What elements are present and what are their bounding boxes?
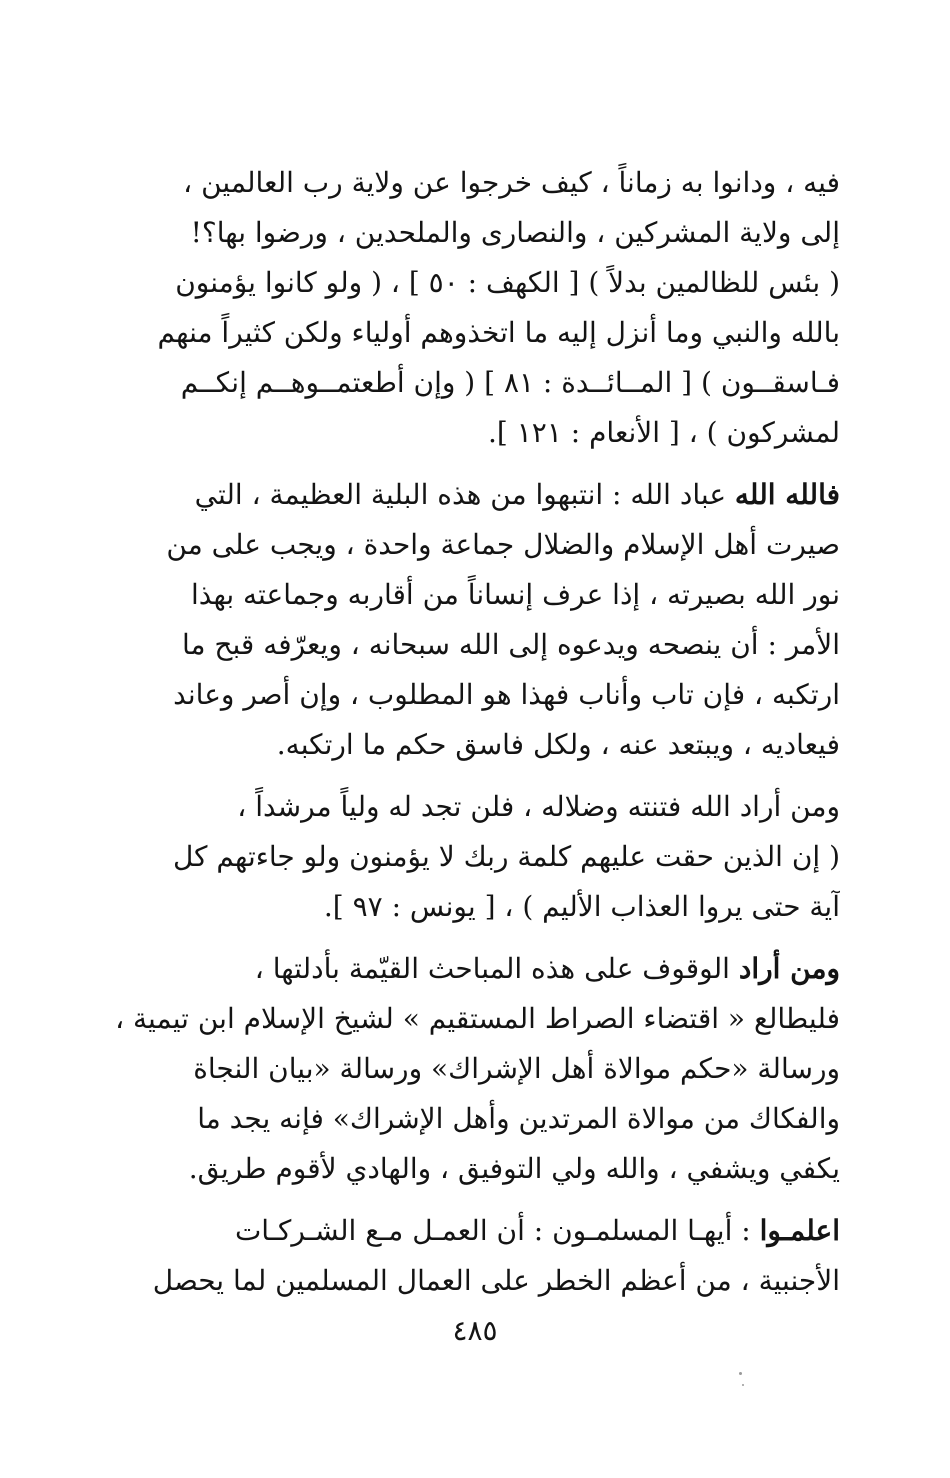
- line-text: لمشركون ) ، [ الأنعام : ١٢١ ].: [488, 416, 840, 449]
- line-text: الأجنبية ، من أعظم الخطر على العمال المسلمين لما يحصل: [152, 1264, 840, 1297]
- line-text: ( إن الذين حقت عليهم كلمة ربك لا يؤمنون ولو جاءتهم كل: [172, 840, 840, 873]
- text-line: [96, 882, 840, 932]
- line-text: فيعاديه ، ويبتعد عنه ، ولكل فاسق حكم ما ارتكبه.: [276, 728, 840, 761]
- line-text: عباد الله : انتبهوا من هذه البلية العظيمة ، التي: [194, 478, 735, 511]
- line-text: إلى ولاية المشركين ، والنصارى والملحدين ، ورضوا بها؟!: [190, 216, 840, 249]
- line-text: ومن أراد الله فتنته وضلاله ، فلن تجد له ولياً مرشداً ،: [237, 790, 840, 823]
- line-text: ورسالة «حكم موالاة أهل الإشراك» ورسالة «بيان النجاة: [193, 1052, 840, 1085]
- line-text: فيه ، ودانوا به زماناً ، كيف خرجوا عن ولاية رب العالمين ،: [183, 166, 840, 199]
- paragraph: [96, 782, 840, 932]
- text-line: [96, 520, 840, 570]
- text-line: [96, 1094, 840, 1144]
- paragraph: [96, 470, 840, 770]
- paragraph: [96, 1206, 840, 1306]
- text-line: [96, 620, 840, 670]
- line-text: فـاسقــون ) [ المــائــدة : ٨١ ] ( وإن أطعتمــوهــم إنكــم: [180, 366, 840, 399]
- text-line: [96, 470, 840, 520]
- line-text: نور الله بصيرته ، إذا عرف إنساناً من أقاربه وجماعته بهذا: [190, 578, 840, 611]
- text-line: [96, 358, 840, 408]
- line-text: صيرت أهل الإسلام والضلال جماعة واحدة ، ويجب على من: [166, 528, 840, 561]
- text-line: [96, 832, 840, 882]
- text-line: [96, 1256, 840, 1306]
- text-line: [96, 720, 840, 770]
- paragraph: [96, 158, 840, 458]
- line-text: : أيهـا المسلمـون : أن العمـل مـع الشـركـات: [234, 1214, 760, 1247]
- line-text: الوقوف على هذه المباحث القيّمة بأدلتها ،: [254, 952, 739, 985]
- text-line: [96, 944, 840, 994]
- line-text: آية حتى يروا العذاب الأليم ) ، [ يونس : ٩٧ ].: [323, 890, 840, 923]
- body-text: [96, 158, 840, 1318]
- line-text: فليطالع « اقتضاء الصراط المستقيم » لشيخ الإسلام ابن تيمية ،: [115, 1002, 840, 1035]
- text-line: [96, 1206, 840, 1256]
- text-line: [96, 570, 840, 620]
- line-text: والفكاك من موالاة المرتدين وأهل الإشراك» فإنه يجد ما: [197, 1102, 840, 1135]
- page-number: ٤٨٥: [452, 1314, 498, 1347]
- text-line: [96, 994, 840, 1044]
- scan-speck: [742, 1384, 744, 1386]
- text-line: [96, 782, 840, 832]
- text-line: [96, 1044, 840, 1094]
- lead-word: فالله الله: [734, 478, 840, 511]
- line-text: بالله والنبي وما أنزل إليه ما اتخذوهم أولياء ولكن كثيراً منهم: [157, 316, 840, 349]
- line-text: ارتكبه ، فإن تاب وأناب فهذا هو المطلوب ، وإن أصر وعاند: [173, 678, 840, 711]
- text-line: [96, 408, 840, 458]
- lead-word: ومن أراد: [738, 952, 840, 985]
- text-line: [96, 308, 840, 358]
- line-text: الأمر : أن ينصحه ويدعوه إلى الله سبحانه ، ويعرّفه قبح ما: [181, 628, 840, 661]
- scan-speck: [739, 1372, 742, 1375]
- text-line: [96, 158, 840, 208]
- text-line: [96, 670, 840, 720]
- text-line: [96, 208, 840, 258]
- lead-word: اعلمـوا: [759, 1214, 840, 1247]
- text-line: [96, 258, 840, 308]
- paragraph: [96, 944, 840, 1194]
- text-line: [96, 1144, 840, 1194]
- line-text: يكفي ويشفي ، والله ولي التوفيق ، والهادي لأقوم طريق.: [188, 1152, 840, 1185]
- line-text: ( بئس للظالمين بدلاً ) [ الكهف : ٥٠ ] ، ( ولو كانوا يؤمنون: [175, 266, 840, 299]
